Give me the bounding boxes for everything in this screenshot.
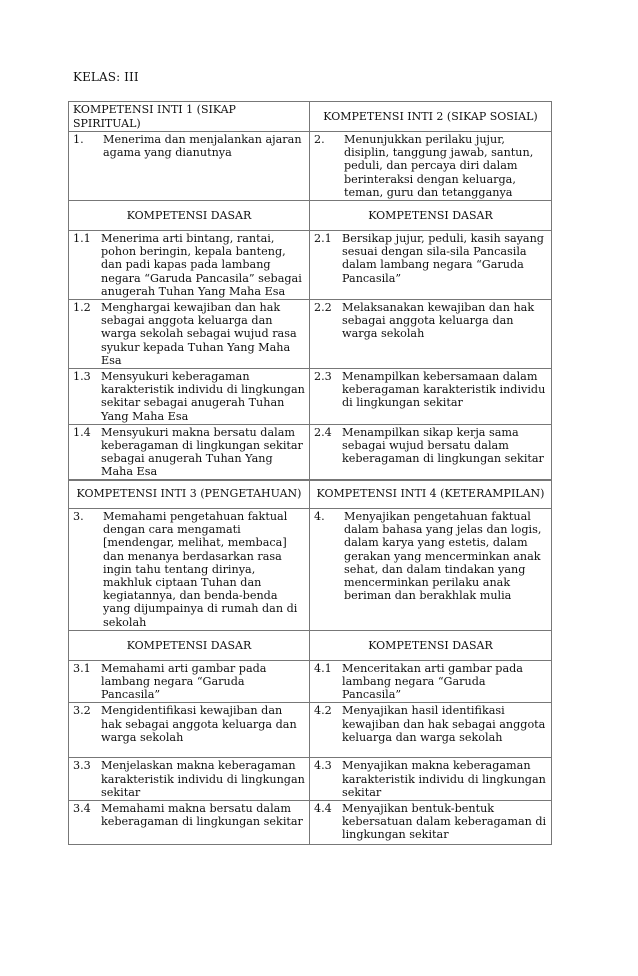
kd-cell bbox=[69, 660, 310, 703]
kd-text: Menyajikan makna keberagaman karakteristik individu di lingkungan sekitar bbox=[342, 759, 546, 799]
kd-cell bbox=[310, 758, 552, 801]
kd-number: 4.3 bbox=[314, 759, 332, 773]
kd-header-left: KOMPETENSI DASAR bbox=[69, 630, 310, 660]
kd-cell bbox=[310, 660, 552, 703]
kd-number: 2.2 bbox=[314, 301, 332, 315]
kd-cell bbox=[69, 231, 310, 300]
kd-cell bbox=[310, 424, 552, 480]
kd-cell bbox=[310, 703, 552, 758]
kd-number: 1.2 bbox=[73, 301, 91, 315]
kd-cell bbox=[69, 758, 310, 801]
kd-text: Menjelaskan makna keberagaman karakteristik individu di lingkungan sekitar bbox=[101, 759, 305, 799]
competency-table-1 bbox=[68, 101, 552, 481]
ki1-number: 1. bbox=[73, 133, 84, 146]
ki1-text: Menerima dan menjalankan ajaran agama yang dianutnya bbox=[103, 133, 302, 160]
kd-text: Melaksanakan kewajiban dan hak sebagai anggota keluarga dan warga sekolah bbox=[342, 301, 535, 341]
kd-cell bbox=[310, 231, 552, 300]
kd-text: Mensyukuri makna bersatu dalam keberagaman di lingkungan sekitar sebagai anugerah Tuhan Yang Maha Esa bbox=[101, 425, 303, 479]
ki3-text: Memahami pengetahuan faktual dengan cara mengamati [mendengar, melihat, membaca] dan menanya berdasarkan rasa ingin tahu tentang dirinya, makhluk ciptaan Tuhan dan kegiatannya, dan benda-benda yang dijumpainya di rumah dan di sekolah bbox=[103, 510, 298, 629]
kd-text: Menampilkan sikap kerja sama sebagai wujud bersatu dalam keberagaman di lingkungan sekitar bbox=[342, 425, 544, 466]
kd-text: Mengidentifikasi kewajiban dan hak sebagai anggota keluarga dan warga sekolah bbox=[101, 704, 297, 744]
kd-cell bbox=[69, 300, 310, 369]
ki2-header: KOMPETENSI INTI 2 (SIKAP SOSIAL) bbox=[310, 102, 552, 132]
kd-number: 4.2 bbox=[314, 704, 332, 718]
kd-header-left: KOMPETENSI DASAR bbox=[69, 201, 310, 231]
kd-number: 1.1 bbox=[73, 232, 91, 246]
ki3-number: 3. bbox=[73, 510, 84, 523]
ki2-text: Menunjukkan perilaku jujur, disiplin, tanggung jawab, santun, peduli, dan percaya diri dalam berinteraksi dengan keluarga, teman, guru dan tetangganya bbox=[344, 133, 534, 199]
kd-number: 3.2 bbox=[73, 704, 91, 718]
kd-text: Bersikap jujur, peduli, kasih sayang sesuai dengan sila-sila Pancasila dalam lambang negara “Garuda Pancasila” bbox=[342, 232, 544, 285]
ki2-cell bbox=[310, 132, 552, 201]
kd-cell bbox=[310, 801, 552, 845]
kd-number: 4.4 bbox=[314, 802, 332, 816]
kd-cell bbox=[69, 424, 310, 480]
kd-text: Menampilkan kebersamaan dalam keberagaman karakteristik individu di lingkungan sekitar bbox=[342, 370, 546, 410]
ki4-text: Menyajikan pengetahuan faktual dalam bahasa yang jelas dan logis, dalam karya yang estetis, dalam gerakan yang mencerminkan anak sehat, dan dalam tindakan yang mencerminkan perilaku anak beriman dan berakhlak mulia bbox=[344, 510, 542, 603]
kd-number: 1.3 bbox=[73, 370, 91, 384]
ki2-number: 2. bbox=[314, 133, 325, 146]
kd-number: 4.1 bbox=[314, 661, 332, 675]
ki1-cell bbox=[69, 132, 310, 201]
ki4-cell bbox=[310, 509, 552, 631]
kd-cell bbox=[310, 369, 552, 425]
kd-number: 3.3 bbox=[73, 759, 91, 773]
kd-header-right: KOMPETENSI DASAR bbox=[310, 201, 552, 231]
kd-cell bbox=[69, 703, 310, 758]
kd-text: Menghargai kewajiban dan hak sebagai anggota keluarga dan warga sekolah sebagai wujud rasa syukur kepada Tuhan Yang Maha Esa bbox=[101, 301, 297, 367]
kd-cell bbox=[310, 300, 552, 369]
kd-cell bbox=[69, 801, 310, 845]
ki1-header: KOMPETENSI INTI 1 (SIKAP SPIRITUAL) bbox=[69, 102, 310, 132]
kd-text: Memahami makna bersatu dalam keberagaman di lingkungan sekitar bbox=[101, 802, 303, 829]
kd-number: 2.1 bbox=[314, 232, 332, 246]
kd-text: Memahami arti gambar pada lambang negara “Garuda Pancasila” bbox=[101, 661, 267, 702]
kd-text: Mensyukuri keberagaman karakteristik individu di lingkungan sekitar sebagai anugerah Tuhan Yang Maha Esa bbox=[101, 370, 305, 423]
kd-number: 1.4 bbox=[73, 425, 91, 439]
class-label: KELAS: III bbox=[73, 70, 139, 84]
kd-text: Menyajikan hasil identifikasi kewajiban dan hak sebagai anggota keluarga dan warga sekolah bbox=[342, 704, 546, 744]
competency-table-2 bbox=[68, 479, 552, 845]
kd-number: 3.1 bbox=[73, 661, 91, 675]
kd-cell bbox=[69, 369, 310, 425]
kd-number: 2.3 bbox=[314, 370, 332, 384]
ki4-number: 4. bbox=[314, 510, 325, 523]
kd-text: Menyajikan bentuk-bentuk kebersatuan dalam keberagaman di lingkungan sekitar bbox=[342, 802, 547, 842]
ki3-cell bbox=[69, 509, 310, 631]
kd-header-right: KOMPETENSI DASAR bbox=[310, 630, 552, 660]
ki4-header: KOMPETENSI INTI 4 (KETERAMPILAN) bbox=[310, 480, 552, 509]
ki3-header: KOMPETENSI INTI 3 (PENGETAHUAN) bbox=[69, 480, 310, 509]
kd-number: 3.4 bbox=[73, 802, 91, 816]
kd-number: 2.4 bbox=[314, 425, 332, 439]
kd-text: Menceritakan arti gambar pada lambang negara “Garuda Pancasila” bbox=[342, 661, 523, 702]
kd-text: Menerima arti bintang, rantai, pohon beringin, kepala banteng, dan padi kapas pada lambang negara “Garuda Pancasila” sebagai anugerah Tuhan Yang Maha Esa bbox=[101, 232, 302, 298]
